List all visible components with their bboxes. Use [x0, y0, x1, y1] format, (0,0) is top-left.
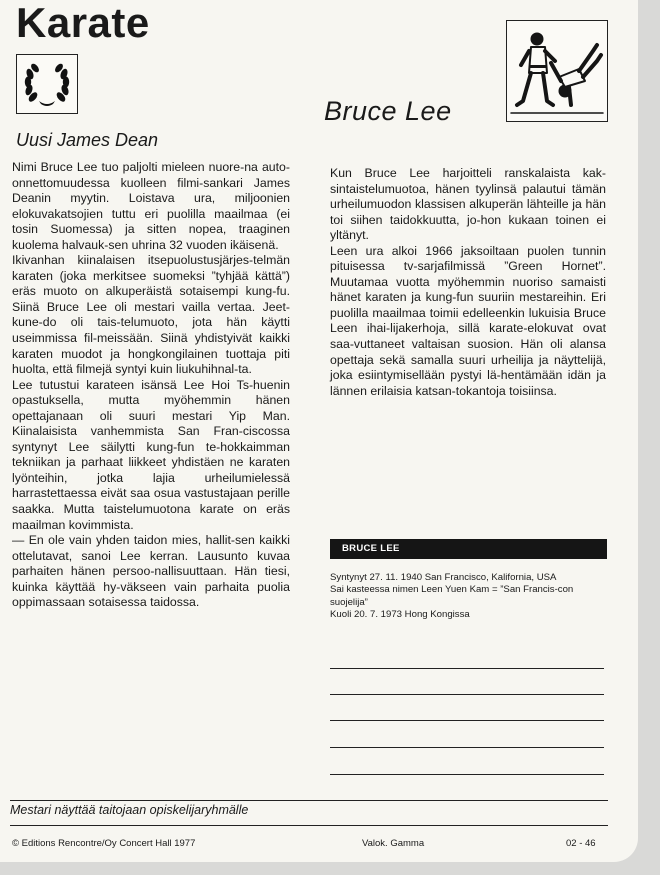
caption-rule-bottom — [10, 825, 608, 826]
right-text-column — [330, 166, 606, 399]
emblem-frame — [16, 54, 78, 114]
paragraph: Nimi Bruce Lee tuo paljolti mieleen nuore-na auto-onnettomuudessa kuolleen filmi-sankari James Deanin myytin. Loistava ura, miljoonien elokuvakatsojien tuttu eri puolilla maailmaa (ei tosin Suomessa) ja sitten nopea, traaginen kuolema halvauk-sen uhrina 32 vuoden ikäisenä. — [12, 160, 290, 252]
paragraph: Leen ura alkoi 1966 jaksoiltaan puolen tunnin pituisessa tv-sarjafilmissä ”Green Hornet”. Muutamaa vuotta myöhemmin nuoriso samaisti hänet karaten ja kung-fun suuriin mestareihin. Eri puolilla maailmaa toimii edelleenkin lukuisia Bruce Leen ihai-lijakerhoja, sillä karate-elokuvat ovat saa-vuttaneet valtaisan suosion. Hän oli alansa opettaja sekä samalla suuri urheilija ja näyttelijä, joka esiintymisellään pystyi lä-hentämään idän ja lännen erilaisia katsan-tokantoja toisiinsa. — [330, 243, 606, 398]
blank-line — [330, 694, 604, 695]
photo-caption: Mestari näyttää taitojaan opiskelijaryhmälle — [10, 803, 249, 817]
blank-line — [330, 774, 604, 775]
laurel-wreath-icon — [17, 55, 77, 113]
athlete-name: Bruce Lee — [324, 96, 452, 126]
blank-line — [330, 747, 604, 748]
photo-frame — [506, 20, 608, 122]
photo-credit: Valok. Gamma — [362, 838, 425, 849]
sport-title: Karate — [16, 0, 150, 46]
paragraph: Ikivanhan kiinalaisen itsepuolustusjärjes-telmän karaten (joka merkitsee suomeksi ”tyhjää kättä”) eräs muoto on alkuperäistä sotaisempi kung-fu. Siinä Bruce Lee oli mestari vailla vertaa. Jeet-kune-do oli tais-telumuoto, jota hän käytti useimmissa fil-meissään. Siinä yhdistyivät kaikki karaten muodot ja hongkongilainen tuottaja piti huolta, että filmejä syntyi kuin liukuhihnal-ta. — [12, 253, 290, 377]
blank-line — [330, 720, 604, 721]
bio-header: BRUCE LEE — [330, 539, 607, 559]
copyright-text: © Editions Rencontre/Oy Concert Hall 1977 — [12, 838, 196, 849]
death-info: Kuoli 20. 7. 1973 Hong Kongissa — [330, 609, 470, 621]
blank-line — [330, 668, 604, 669]
karate-throw-illustration — [507, 21, 607, 121]
left-text-column — [12, 160, 290, 611]
card-number: 02 - 46 — [566, 838, 596, 849]
bio-facts — [330, 572, 606, 622]
paragraph: — En ole vain yhden taidon mies, hallit-sen kaikki ottelutavat, sanoi Lee kerran. Lausunto kuvaa parhaiten hänen persoo-nallisuuttaan. Hän tiesi, kuinka käyttää hy-väkseen vain parhaita puolia oppimassaan sotaisessa taidossa. — [12, 533, 290, 610]
birth-info: Syntynyt 27. 11. 1940 San Francisco, Kalifornia, USA — [330, 572, 557, 583]
card-subtitle: Uusi James Dean — [16, 130, 159, 150]
baptism-info: Sai kasteessa nimen Leen Yuen Kam = ”San Francis-con suojelija” — [330, 584, 576, 608]
paragraph: Kun Bruce Lee harjoitteli ranskalaista kak-sintaistelumuotoa, hänen tyylinsä palautui tämän urheilumuodon klassisen alkuperän lähteille ja hän toi siihen taidokkuutta, jo-hon kukaan toinen ei yltänyt. — [330, 166, 606, 243]
caption-rule-top — [10, 800, 608, 801]
paragraph: Lee tutustui karateen isänsä Lee Hoi Ts-huenin opastuksella, mutta myöhemmin hänen opettajanaan oli suuri mestari Yip Man. Kiinalaisista vanhemmista San Fran-ciscossa syntynyt Lee säilytti kung-fun te-hokkaimman tekniikan ja parhaat liikkeet yhdistäen ne karaten lyönteihin, jotka lajia urheilumielessä harrastettaessa eivät saa osua vastustajaan perille saakka. Mutta taistelumuotona karate on eräs maailman kovimmista. — [12, 377, 290, 532]
